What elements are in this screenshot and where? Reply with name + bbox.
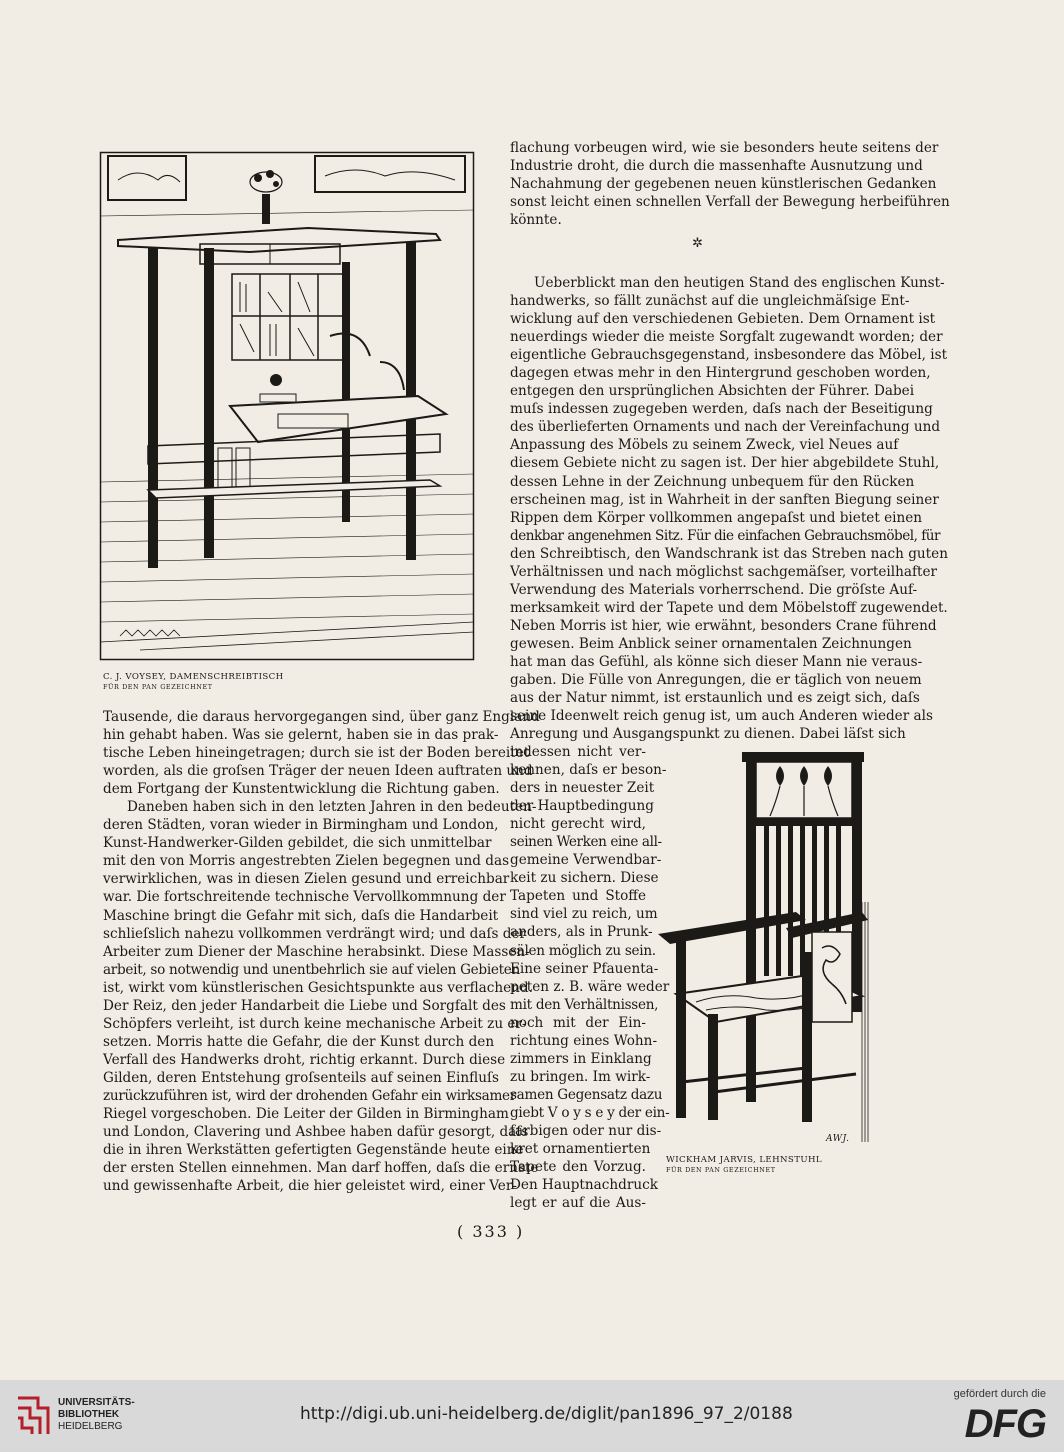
text-line: dessen Lehne in der Zeichnung unbequem für den Rücken: [510, 473, 915, 490]
library-name-line: HEIDELBERG: [58, 1421, 123, 1432]
text-line: des überlieferten Ornaments und nach der Vereinfachung und: [510, 419, 941, 436]
text-line: anders, als in Prunk-: [510, 924, 653, 941]
desk-illustration: [100, 152, 474, 660]
text-line: Nachahmung der gegebenen neuen künstlerischen Gedanken: [510, 176, 937, 193]
text-line: sonst leicht einen schnellen Verfall der Bewegung herbeiführen: [510, 194, 950, 211]
chair-illustration: [656, 752, 870, 1148]
text-line: Gilden, deren Entstehung groſsenteils auf seinen Einfluſs: [103, 1069, 499, 1086]
text-line: verwirklichen, was in diesen Zielen gesund und erreichbar: [103, 871, 510, 888]
text-line: der ersten Stellen einnehmen. Man darf hoffen, daſs die ernste: [103, 1160, 539, 1177]
text-line: Anpassung des Möbels zu seinem Zweck, viel Neues auf: [510, 437, 899, 454]
text-line: Anregung und Ausgangspunkt zu dienen. Dabei läſst sich: [510, 726, 906, 743]
text-line: dagegen etwas mehr in den Hintergrund geschoben worden,: [510, 365, 931, 382]
footer-bar: [0, 1380, 1064, 1452]
text-line: neuerdings wieder die meiste Sorgfalt zugewandt worden; der: [510, 329, 943, 346]
text-line: gewesen. Beim Anblick seiner ornamentalen Zeichnungen: [510, 635, 912, 652]
text-line: Tapete den Vorzug.: [510, 1159, 646, 1176]
text-line: kennen, daſs er beson-: [510, 762, 667, 779]
text-line: denkbar angenehmen Sitz. Für die einfachen Gebrauchsmöbel, für: [510, 527, 941, 544]
text-line: samen Gegensatz dazu: [510, 1086, 663, 1103]
text-line: mit den Verhältnissen,: [510, 996, 659, 1013]
right-column-top: [510, 139, 950, 229]
text-line: wicklung auf den verschiedenen Gebieten. Dem Ornament ist: [510, 311, 936, 328]
source-url-link[interactable]: http://digi.ub.uni-heidelberg.de/diglit/pan1896_97_2/0188: [300, 1404, 793, 1424]
text-line: Maschine bringt die Gefahr mit sich, daſs die Handarbeit: [103, 907, 499, 924]
library-name-line: BIBLIOTHEK: [58, 1409, 120, 1420]
text-line: muſs indessen zugegeben werden, daſs nach der Beseitigung: [510, 401, 933, 418]
text-line: arbeit, so notwendig und unentbehrlich sie auf vielen Gebieten: [103, 961, 520, 978]
text-line: Arbeiter zum Diener der Maschine herabsinkt. Diese Massen-: [103, 943, 530, 960]
text-line: erscheinen mag, ist in Wahrheit in der sanften Biegung seiner: [510, 491, 939, 508]
text-line: könnte.: [510, 212, 562, 229]
text-line: richtung eines Wohn-: [510, 1032, 658, 1049]
page-number: ( 333 ): [457, 1222, 525, 1241]
library-name: [58, 1397, 135, 1433]
text-line: diesem Gebiete nicht zu sagen ist. Der hier abgebildete Stuhl,: [510, 455, 940, 472]
desk-caption: C. J. VOYSEY, DAMENSCHREIBTISCH: [103, 672, 284, 682]
text-line: Verhältnissen und nach möglichst sachgemäſser, vorteilhafter: [510, 563, 937, 580]
text-line: flachung vorbeugen wird, wie sie besonders heute seitens der: [510, 140, 939, 156]
text-line: tische Leben hineingetragen; durch sie ist der Boden bereitet: [103, 745, 530, 762]
text-line: Schöpfers verleiht, ist durch keine mechanische Arbeit zu er-: [103, 1015, 527, 1032]
text-line: hat man das Gefühl, als könne sich dieser Mann nie veraus-: [510, 653, 923, 670]
text-line: kret ornamentierten: [510, 1141, 651, 1158]
text-line: mit den von Morris angestrebten Zielen begegnen und das: [103, 853, 510, 870]
text-line: Tapeten und Stoffe: [510, 888, 646, 905]
text-line: legt er auf die Aus-: [510, 1195, 646, 1212]
text-line: Eine seiner Pfauenta-: [510, 960, 659, 977]
text-line: und London, Clavering und Ashbee haben dafür gesorgt, daſs: [103, 1124, 529, 1141]
text-line: Tausende, die daraus hervorgegangen sind, über ganz England: [103, 709, 540, 725]
text-line: Der Reiz, den jeder Handarbeit die Liebe und Sorgfalt des: [103, 997, 506, 1014]
text-line: indessen nicht ver-: [510, 744, 646, 760]
text-line: handwerks, so fällt zunächst auf die ungleichmäſsige Ent-: [510, 293, 910, 310]
left-column: [103, 708, 540, 1195]
text-line: eigentliche Gebrauchsgegenstand, insbesondere das Möbel, ist: [510, 347, 948, 364]
chair-caption: WICKHAM JARVIS, LEHNSTUHL: [666, 1155, 822, 1165]
text-line: keit zu sichern. Diese: [510, 870, 659, 887]
text-line: seinen Werken eine all-: [510, 834, 662, 851]
text-line: Kunst-Handwerker-Gilden gebildet, die sich unmittelbar: [103, 835, 492, 852]
text-line: Verfall des Handwerks droht, richtig erkannt. Durch diese: [103, 1051, 506, 1068]
text-line: gemeine Verwendbar-: [510, 852, 662, 869]
desk-caption-sub: FÜR DEN PAN GEZEICHNET: [103, 683, 213, 691]
text-line: Den Hauptnachdruck: [510, 1177, 658, 1194]
chair-caption-sub: FÜR DEN PAN GEZEICHNET: [666, 1166, 776, 1174]
chair-signature: AWJ.: [826, 1134, 850, 1144]
text-line: merksamkeit wird der Tapete und dem Möbelstoff zugewendet.: [510, 599, 948, 616]
text-line: aus der Natur nimmt, ist erstaunlich und es zeigt sich, daſs: [510, 690, 920, 707]
section-separator: ✲: [692, 236, 703, 251]
right-column-paragraph: [510, 274, 948, 743]
dfg-logo: DFG: [964, 1402, 1046, 1446]
text-line: farbigen oder nur dis-: [510, 1122, 662, 1139]
text-line: und gewissenhafte Arbeit, die hier geleistet wird, einer Ver-: [103, 1178, 517, 1195]
text-line: zurückzuführen ist, wird der drohenden Gefahr ein wirksamer: [103, 1087, 516, 1104]
text-line: Neben Morris ist hier, wie erwähnt, besonders Crane führend: [510, 617, 937, 634]
text-line: schlieſslich nahezu vollkommen verdrängt wird; und daſs der: [103, 925, 527, 942]
text-line: ders in neuester Zeit: [510, 780, 655, 797]
text-line: Industrie droht, die durch die massenhafte Ausnutzung und: [510, 158, 923, 175]
text-line: der Hauptbedingung: [510, 798, 654, 815]
text-line: dem Fortgang der Kunstentwicklung die Richtung gaben.: [103, 781, 500, 798]
text-line: zu bringen. Im wirk-: [510, 1068, 651, 1085]
text-line: giebt V o y s e y der ein-: [510, 1104, 670, 1121]
text-line: deren Städten, voran wieder in Birmingham und London,: [103, 817, 499, 834]
text-line: setzen. Morris hatte die Gefahr, die der Kunst durch den: [103, 1033, 495, 1050]
text-line: die in ihren Werkstätten gefertigten Gegenstände heute eine: [103, 1142, 524, 1159]
library-logo-icon: [14, 1394, 52, 1438]
text-line: nicht gerecht wird,: [510, 816, 646, 833]
text-line: ist, wirkt vom künstlerischen Gesichtspunkte aus verflachend.: [103, 979, 533, 996]
text-line: peten z. B. wäre weder: [510, 978, 670, 995]
text-line: Verwendung des Materials vorherrschend. Die gröſste Auf-: [510, 581, 918, 598]
text-line: zimmers in Einklang: [510, 1050, 652, 1067]
funding-note: gefördert durch die: [953, 1388, 1046, 1400]
text-line: worden, als die groſsen Träger der neuen Ideen auftraten und: [103, 763, 533, 780]
text-line: hin gehabt haben. Was sie gelernt, haben sie in das prak-: [103, 727, 499, 744]
text-line: sind viel zu reich, um: [510, 906, 658, 923]
text-line: sälen möglich zu sein.: [510, 942, 656, 959]
text-line: seine Ideenwelt reich genug ist, um auch Anderen wieder als: [510, 708, 933, 725]
text-line: war. Die fortschreitende technische Vervollkommnung der: [103, 889, 506, 906]
text-line: gaben. Die Fülle von Anregungen, die er täglich von neuem: [510, 672, 922, 689]
text-line: entgegen den ursprünglichen Absichten der Führer. Dabei: [510, 383, 915, 400]
text-line: Daneben haben sich in den letzten Jahren in den bedeuten-: [127, 799, 537, 816]
text-line: Rippen dem Körper vollkommen angepaſst und bietet einen: [510, 509, 923, 526]
text-line: Riegel vorgeschoben. Die Leiter der Gilden in Birmingham: [103, 1106, 509, 1123]
text-line: noch mit der Ein-: [510, 1014, 646, 1031]
text-line: Ueberblickt man den heutigen Stand des englischen Kunst-: [534, 275, 945, 291]
text-line: den Schreibtisch, den Wandschrank ist das Streben nach guten: [510, 545, 948, 562]
library-name-line: UNIVERSITÄTS-: [58, 1397, 135, 1408]
